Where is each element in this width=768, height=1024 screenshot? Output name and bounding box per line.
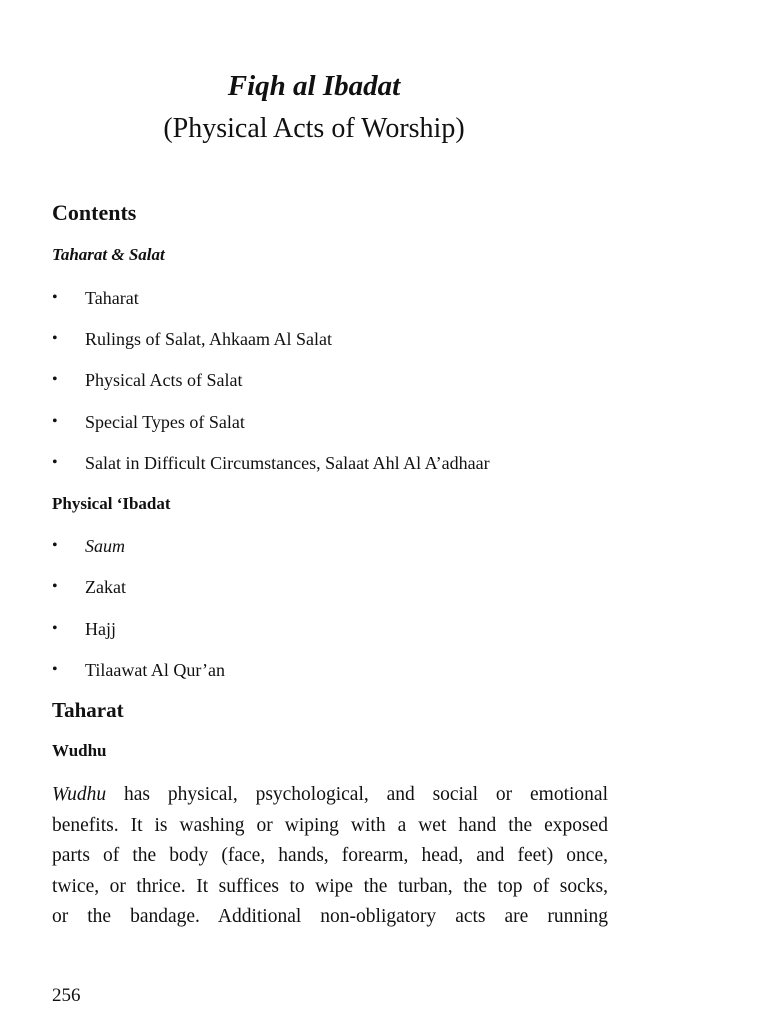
- wudhu-heading: Wudhu: [52, 741, 107, 760]
- paragraph-line: or the bandage. Additional non-obligatory acts are running: [52, 906, 608, 927]
- document-title: Fiqh al Ibadat: [227, 70, 401, 102]
- bullet-icon: •: [52, 661, 58, 678]
- section-heading-physical-ibadat: Physical ‘Ibadat: [52, 494, 171, 513]
- body-paragraph: [52, 780, 608, 933]
- list-item-label: Special Types of Salat: [85, 411, 245, 432]
- list-item: [52, 658, 225, 682]
- page-number: 256: [52, 985, 81, 1006]
- list-item-label: Rulings of Salat, Ahkaam Al Salat: [85, 328, 332, 349]
- lead-word: Wudhu: [52, 784, 107, 805]
- bullet-icon: •: [52, 620, 58, 637]
- paragraph-line: parts of the body (face, hands, forearm, head, and feet) once,: [52, 845, 608, 866]
- list-item: [52, 617, 116, 641]
- bullet-icon: •: [52, 578, 58, 595]
- bullet-icon: •: [52, 454, 58, 471]
- paragraph-line-text: has physical, psychological, and social or emotional: [106, 784, 608, 805]
- paragraph-line: benefits. It is washing or wiping with a wet hand the exposed: [52, 814, 608, 836]
- list-item: [52, 451, 490, 475]
- paragraph-line: twice, or thrice. It suffices to wipe the turban, the top of socks,: [52, 875, 608, 897]
- list-item: [52, 575, 126, 599]
- list-item-label: Tilaawat Al Qur’an: [85, 659, 225, 680]
- list-item-label: Saum: [85, 535, 125, 556]
- bullet-icon: •: [52, 330, 58, 347]
- list-item: [52, 534, 125, 558]
- list-item-label: Physical Acts of Salat: [85, 369, 243, 390]
- bullet-icon: •: [52, 537, 58, 554]
- list-item-label: Salat in Difficult Circumstances, Salaat Ahl Al A’adhaar: [85, 452, 490, 473]
- list-item-label: Hajj: [85, 618, 116, 639]
- list-item: [52, 410, 245, 434]
- list-item: [52, 327, 332, 351]
- paragraph-line: [52, 780, 608, 811]
- section-heading-taharat-salat: Taharat & Salat: [52, 245, 165, 264]
- bullet-icon: •: [52, 371, 58, 388]
- list-item: [52, 368, 242, 392]
- bullet-icon: •: [52, 289, 58, 306]
- list-item-label: Taharat: [85, 287, 139, 308]
- list-item: [52, 286, 139, 310]
- list-item-label: Zakat: [85, 576, 126, 597]
- bullet-icon: •: [52, 413, 58, 430]
- document-subtitle: (Physical Acts of Worship): [163, 113, 465, 144]
- taharat-heading: Taharat: [52, 698, 124, 722]
- contents-heading: Contents: [52, 200, 137, 225]
